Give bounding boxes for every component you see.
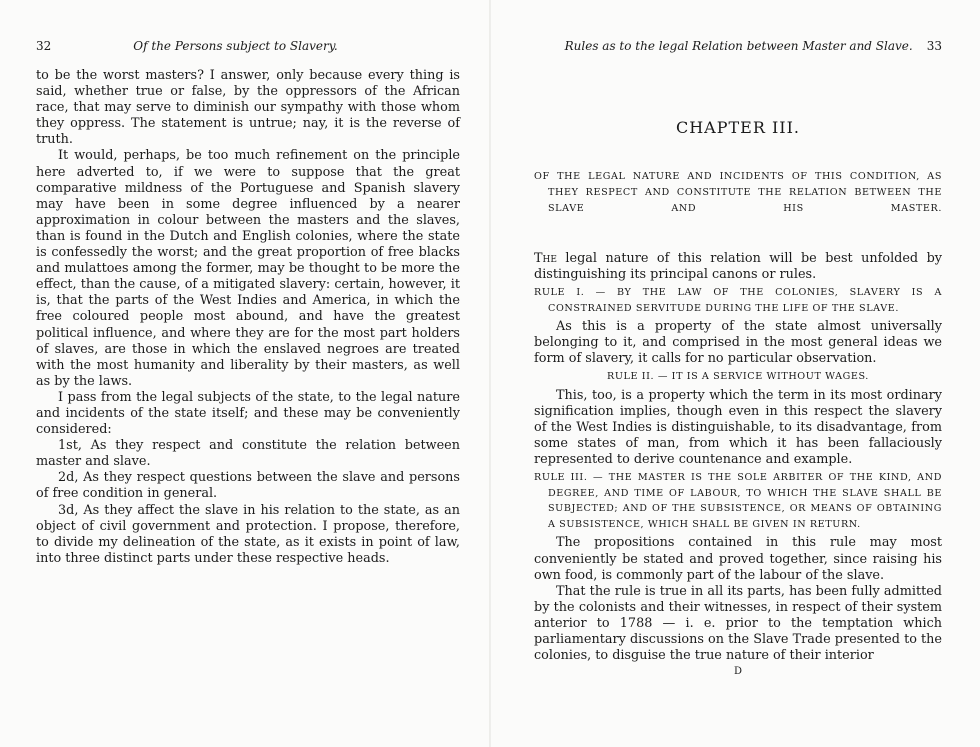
rule-2-paragraph: This, too, is a property which the term in its most ordinary signification implies, though even in this respect the slavery of the West Indies is distinguishable, to its disadvantage, from some states of man, from which it has been fallaciously represented to derive countenance and example. bbox=[534, 387, 942, 468]
right-running-title: Rules as to the legal Relation between Master and Slave. bbox=[564, 39, 913, 53]
signature-mark: D bbox=[733, 666, 743, 678]
left-paragraph: to be the worst masters? I answer, only because every thing is said, whether true or false, by the oppressors of the African race, that may serve to diminish our sympathy with those whom they oppress. The statement is untrue; nay, it is the reverse of truth. bbox=[36, 68, 460, 148]
right-running-head bbox=[534, 38, 942, 54]
rule-3-continuation: That the rule is true in all its parts, has been fully admitted by the colonists and their witnesses, in respect of their system anterior to 1788 — i. e. prior to the temptation which parliamentary discussions on the Slave Trade presented to the colonies, to disguise the true nature of their interior bbox=[534, 583, 942, 664]
left-body-text bbox=[36, 68, 460, 567]
intro-dropcap: The bbox=[534, 251, 557, 266]
left-list-item: 2d, As they respect questions between the slave and persons of free condition in general. bbox=[36, 470, 460, 502]
right-body-text bbox=[534, 251, 942, 664]
chapter-subtitle: OF THE LEGAL NATURE AND INCIDENTS OF THIS CONDITION, AS THEY RESPECT AND CONSTITUTE THE RELATION BETWEEN THE SLAVE AND HIS MASTER. bbox=[534, 171, 942, 214]
left-running-title: Of the Persons subject to Slavery. bbox=[133, 39, 338, 53]
rule-1-heading: RULE I. — BY THE LAW OF THE COLONIES, SLAVERY IS A CONSTRAINED SERVITUDE DURING THE LIFE OF THE SLAVE. bbox=[534, 287, 942, 314]
intro-text: legal nature of this relation will be best unfolded by distinguishing its principal canons or rules. bbox=[534, 251, 942, 283]
left-running-head bbox=[36, 38, 460, 54]
left-page-number: 32 bbox=[36, 39, 52, 53]
left-paragraph: I pass from the legal subjects of the state, to the legal nature and incidents of the state itself; and these may be conveniently considered: bbox=[36, 389, 460, 438]
rule-2-heading: RULE II. — IT IS A SERVICE WITHOUT WAGES. bbox=[607, 371, 869, 383]
left-list-item: 3d, As they affect the slave in his relation to the state, as an object of civil government and protection. I propose, therefore, to divide my delineation of the state, as it exists in point of law, into three distinct parts under these respective heads. bbox=[36, 502, 460, 566]
chapter-title: CHAPTER III. bbox=[675, 118, 801, 137]
left-paragraph: It would, perhaps, be too much refinement on the principle here adverted to, if we were to suppose that the great comparative mildness of the Portuguese and Spanish slavery may have been in some degree influenced by a nearer approximation in colour between the masters and the slaves, than is found in the Dutch and English colonies, where the state is confessedly the worst; and the great proportion of free blacks and mulattoes among the former, may be thought to be more the effect, than the cause, of a mitigated slavery: certain, however, it is, that the parts of the West Indies and America, in which the free coloured people most abound, and have the greatest political influence, and where they are for the most part holders of slaves, are those in which the enslaved negroes are treated with the most humanity and liberality by their masters, as well as by the laws. bbox=[36, 148, 460, 389]
intro-paragraph bbox=[534, 251, 942, 283]
rule-3-paragraph: The propositions contained in this rule may most conveniently be stated and proved together, since raising his own food, is commonly part of the labour of the slave. bbox=[534, 535, 942, 583]
right-page bbox=[490, 0, 980, 747]
right-page-number: 33 bbox=[926, 39, 942, 53]
rule-1-paragraph: As this is a property of the state almost universally belonging to it, and comprised in the most general ideas we form of slavery, it calls for no particular observation. bbox=[534, 319, 942, 367]
left-list-item: 1st, As they respect and constitute the relation between master and slave. bbox=[36, 438, 460, 470]
rule-3-heading: RULE III. — THE MASTER IS THE SOLE ARBITER OF THE KIND, AND DEGREE, AND TIME OF LABOUR, TO WHICH THE SLAVE SHALL BE SUBJECTED; AND OF THE SUBSISTENCE, OR MEANS OF OBTAINING A SUBSISTENCE, WHICH SHALL BE GIVEN IN RETURN. bbox=[534, 472, 942, 530]
